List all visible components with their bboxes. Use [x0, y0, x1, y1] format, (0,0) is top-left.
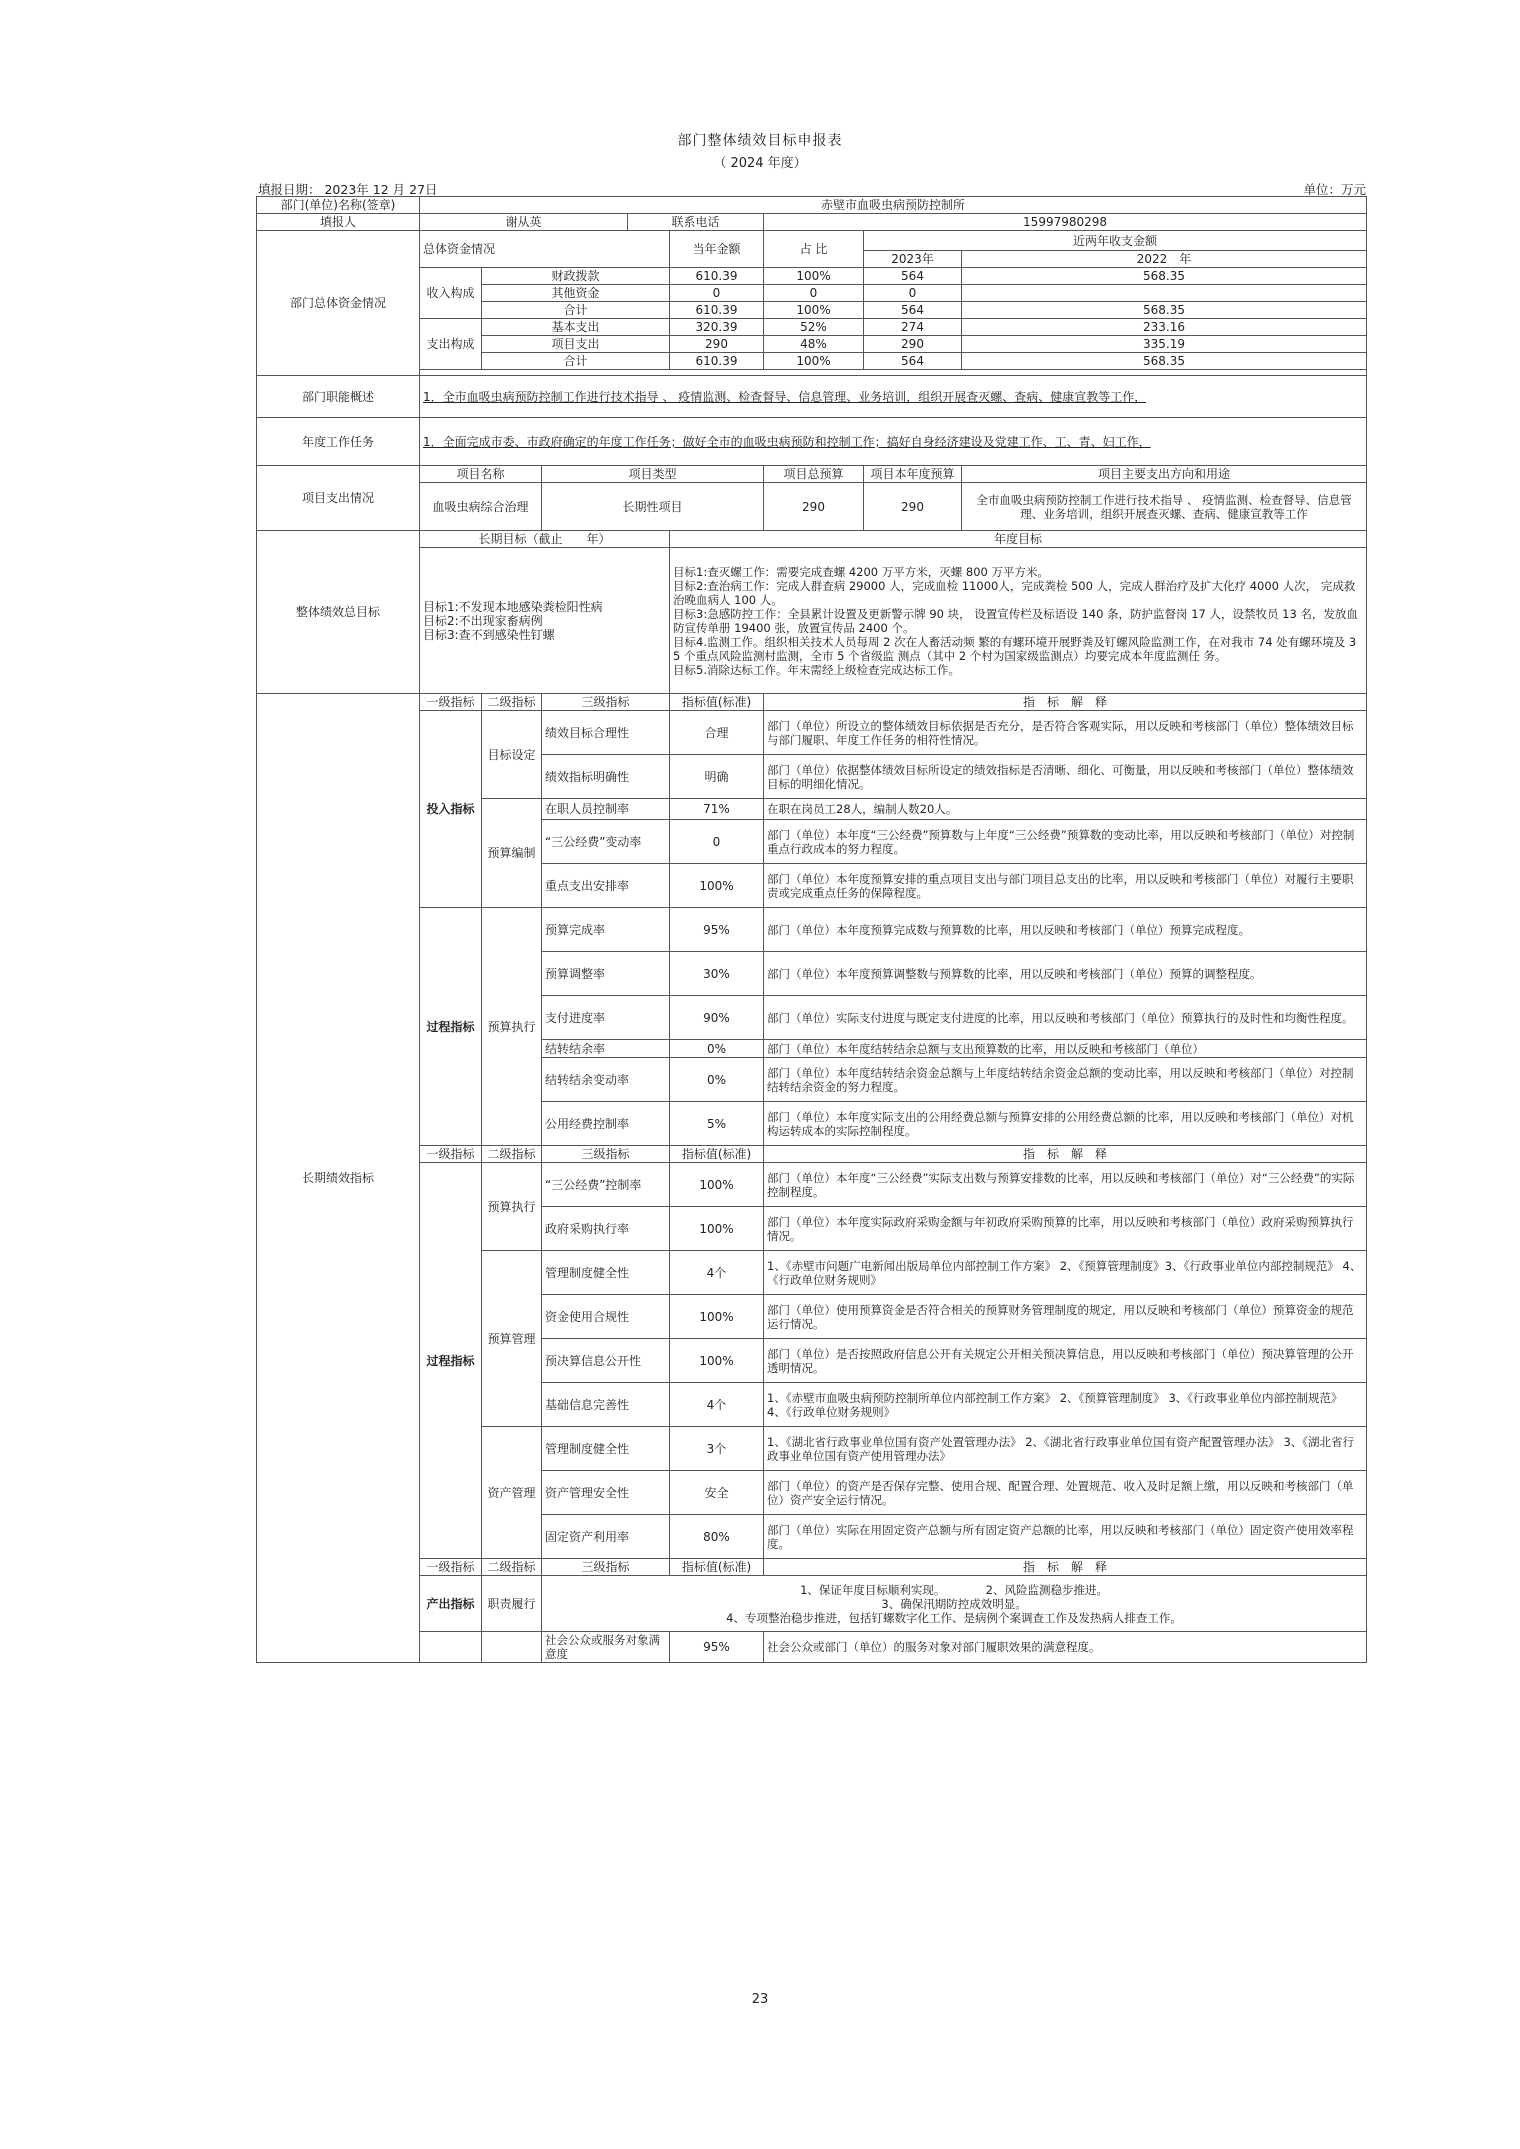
- income-name: 财政拨款: [482, 268, 670, 285]
- h-level1: 一级指标: [420, 694, 482, 711]
- overall-funds-label: 总体资金情况: [420, 231, 670, 268]
- col-amount: 当年金额: [670, 231, 764, 268]
- income-y2: [962, 285, 1367, 302]
- h-explain: 指 标 解 释: [764, 694, 1367, 711]
- project-label: 项目支出情况: [257, 466, 420, 531]
- expense-y1: 274: [864, 319, 962, 336]
- income-y1: 564: [864, 268, 962, 285]
- indicator-name: 社会公众或服务对象满意度: [542, 1632, 670, 1663]
- expense-y2: 335.19: [962, 336, 1367, 353]
- fill-date: 填报日期： 2023年 12 月 27日: [258, 182, 438, 197]
- expense-amount: 320.39: [670, 319, 764, 336]
- h-level2: 二级指标: [482, 1559, 542, 1576]
- indicator-name: 支付进度率: [542, 996, 670, 1040]
- income-ratio: 100%: [764, 302, 864, 319]
- indicator-value: 100%: [670, 1163, 764, 1207]
- income-y2: 568.35: [962, 302, 1367, 319]
- filler-label: 填报人: [257, 214, 420, 231]
- phone-label: 联系电话: [628, 214, 764, 231]
- indicator-desc: 部门（单位）本年度预算调整数与预算数的比率，用以反映和考核部门（单位）预算的调整程度。: [764, 952, 1367, 996]
- annual-goal: 目标4.监测工作。组织相关技术人员每周 2 次在人畜活动频 繁的有螺环境开展野粪及钉螺风险监测工作，在对我市 74 处有螺环境及 35 个重点风险监测村监测，全市 5 个省级监 测点（其中 2 个村为国家级监测点）均要完成本年度监测任 务。: [673, 634, 1357, 663]
- level2-budget-exec: 预算执行: [482, 908, 542, 1146]
- project-col-year: 项目本年度预算: [864, 466, 962, 483]
- project-year-budget: 290: [864, 483, 962, 531]
- indicator-desc: 1、《赤壁市问题广电新闻出版局单位内部控制工作方案》 2、《预算管理制度》3、《行政事业单位内部控制规范》 4、《行政单位财务规则》: [764, 1251, 1367, 1295]
- level2-asset-mgmt: 资产管理: [482, 1427, 542, 1559]
- income-amount: 610.39: [670, 268, 764, 285]
- expense-ratio: 52%: [764, 319, 864, 336]
- level1-output: 产出指标: [420, 1576, 482, 1632]
- indicator-desc: 部门（单位）所设立的整体绩效目标依据是否充分，是否符合客观实际，用以反映和考核部门（单位）整体绩效目标与部门履职、年度工作任务的相符性情况。: [764, 711, 1367, 755]
- project-col-use: 项目主要支出方向和用途: [962, 466, 1367, 483]
- indicator-name: 在职人员控制率: [542, 799, 670, 820]
- output-description: [542, 1576, 1367, 1632]
- col-ratio: 占 比: [764, 231, 864, 268]
- indicator-name: 预算完成率: [542, 908, 670, 952]
- indicator-value: 合理: [670, 711, 764, 755]
- annual-goal: 目标3:急感防控工作：全县累计设置及更新警示牌 90 块， 设置宣传栏及标语设 140 条，防护监督岗 17 人，设禁牧员 13 名，发放血防宣传单册 19400 张，放置宣传品 2400 个。: [673, 606, 1358, 635]
- project-name: 血吸虫病综合治理: [420, 483, 542, 531]
- indicator-name: 结转结余变动率: [542, 1058, 670, 1102]
- indicator-desc: 部门（单位）的资产是否保存完整、使用合规、配置合理、处置规范、收入及时足额上缴，用以反映和考核部门（单位）资产安全运行情况。: [764, 1471, 1367, 1515]
- expense-amount: 610.39: [670, 353, 764, 370]
- income-y2: 568.35: [962, 268, 1367, 285]
- indicators-section-label: 长期绩效指标: [257, 694, 420, 1663]
- annual-goal-head: 年度目标: [670, 531, 1367, 548]
- indicator-value: 90%: [670, 996, 764, 1040]
- level2-duty: 职责履行: [482, 1576, 542, 1632]
- expense-ratio: 100%: [764, 353, 864, 370]
- level2-budget-prep: 预算编制: [482, 799, 542, 908]
- indicator-value: 95%: [670, 908, 764, 952]
- indicator-name: 政府采购执行率: [542, 1207, 670, 1251]
- indicator-value: 80%: [670, 1515, 764, 1559]
- indicator-name: 资产管理安全性: [542, 1471, 670, 1515]
- level2-budget-mgmt: 预算管理: [482, 1251, 542, 1427]
- project-type: 长期性项目: [542, 483, 764, 531]
- indicator-value: 3个: [670, 1427, 764, 1471]
- goals-label: 整体绩效总目标: [257, 531, 420, 694]
- form-title: 部门整体绩效目标申报表: [677, 133, 843, 149]
- h-level2: 二级指标: [482, 1146, 542, 1163]
- indicator-desc: 部门（单位）是否按照政府信息公开有关规定公开相关预决算信息，用以反映和考核部门（单位）预决算管理的公开透明情况。: [764, 1339, 1367, 1383]
- performance-table: [256, 196, 1367, 1663]
- long-goal-head: 长期目标（截止 年）: [420, 531, 670, 548]
- annual-goal: 目标1:查灭螺工作：需要完成查螺 4200 万平方米，灭螺 800 万平方米。: [673, 564, 1050, 579]
- h-explain: 指 标 解 释: [764, 1146, 1367, 1163]
- h-level1: 一级指标: [420, 1559, 482, 1576]
- annual-goal: 目标5.消除达标工作。年末需经上级检查完成达标工作。: [673, 662, 960, 677]
- income-name: 合计: [482, 302, 670, 319]
- h-value: 指标值(标准): [670, 694, 764, 711]
- h-level3: 三级指标: [542, 1146, 670, 1163]
- level1-process: 过程指标: [420, 908, 482, 1146]
- indicator-name: “三公经费”变动率: [542, 820, 670, 864]
- indicator-value: 4个: [670, 1251, 764, 1295]
- indicator-value: 4个: [670, 1383, 764, 1427]
- h-explain: 指 标 解 释: [764, 1559, 1367, 1576]
- indicator-desc: 部门（单位）本年度结转结余资金总额与上年度结转结余资金总额的变动比率，用以反映和考核部门（单位）对控制结转结余资金的努力程度。: [764, 1058, 1367, 1102]
- indicator-desc: 部门（单位）本年度“三公经费”实际支出数与预算安排数的比率，用以反映和考核部门（单位）对“三公经费”的实际控制程度。: [764, 1163, 1367, 1207]
- level1-process-2: 过程指标: [420, 1163, 482, 1559]
- indicator-name: 结转结余率: [542, 1040, 670, 1058]
- indicator-value: 安全: [670, 1471, 764, 1515]
- functions-text: 1．全市血吸虫病预防控制工作进行技术指导 、 疫情监测、检查督导、信息管理、业务培训，组织开展查灭螺、查病、健康宣教等工作，: [420, 376, 1367, 418]
- tasks-text: 1．全面完成市委、市政府确定的年度工作任务；做好全市的血吸虫病预防和控制工作；搞好自身经济建设及党建工作、工、青、妇工作，: [420, 418, 1367, 466]
- form-year: （ 2024 年度）: [713, 156, 807, 171]
- indicator-value: 100%: [670, 1207, 764, 1251]
- long-goal: 目标1:不发现本地感染粪检阳性病: [423, 599, 603, 614]
- income-y1: 0: [864, 285, 962, 302]
- long-goals: [420, 548, 670, 694]
- project-use: 全市血吸虫病预防控制工作进行技术指导 、 疫情监测、检查督导、信息管理、业务培训，组织开展查灭螺、查病、健康宣教等工作: [962, 483, 1367, 531]
- indicator-desc: 部门（单位）实际支付进度与既定支付进度的比率，用以反映和考核部门（单位）预算执行的及时性和均衡性程度。: [764, 996, 1367, 1040]
- indicator-value: 71%: [670, 799, 764, 820]
- indicator-value: 95%: [670, 1632, 764, 1663]
- indicator-name: 资金使用合规性: [542, 1295, 670, 1339]
- h-level3: 三级指标: [542, 694, 670, 711]
- indicator-desc: 部门（单位）本年度“三公经费”预算数与上年度“三公经费”预算数的变动比率，用以反映和考核部门（单位）对控制重点行政成本的努力程度。: [764, 820, 1367, 864]
- indicator-value: 5%: [670, 1102, 764, 1146]
- indicator-name: 预决算信息公开性: [542, 1339, 670, 1383]
- col-year-2022: 2022 年: [962, 251, 1367, 268]
- h-level3: 三级指标: [542, 1559, 670, 1576]
- indicator-name: 绩效目标合理性: [542, 711, 670, 755]
- level1-input: 投入指标: [420, 711, 482, 908]
- expense-amount: 290: [670, 336, 764, 353]
- expense-ratio: 48%: [764, 336, 864, 353]
- output-line: 1、保证年度目标顺利实现。 2、风险监测稳步推进。: [800, 1582, 1108, 1597]
- income-y1: 564: [864, 302, 962, 319]
- indicator-name: 管理制度健全性: [542, 1427, 670, 1471]
- functions-label: 部门职能概述: [257, 376, 420, 418]
- col-year-2023: 2023年: [864, 251, 962, 268]
- indicator-desc: 社会公众或部门（单位）的服务对象对部门履职效果的满意程度。: [764, 1632, 1367, 1663]
- income-label: 收入构成: [420, 268, 482, 319]
- indicator-name: 管理制度健全性: [542, 1251, 670, 1295]
- expense-name: 基本支出: [482, 319, 670, 336]
- indicator-desc: 部门（单位）依据整体绩效目标所设定的绩效指标是否清晰、细化、可衡量，用以反映和考核部门（单位）整体绩效目标的明细化情况。: [764, 755, 1367, 799]
- indicator-name: 固定资产利用率: [542, 1515, 670, 1559]
- long-goal: 目标2:不出现家畜病例: [423, 613, 543, 628]
- indicator-desc: 部门（单位）本年度实际支出的公用经费总额与预算安排的公用经费总额的比率，用以反映和考核部门（单位）对机构运转成本的实际控制程度。: [764, 1102, 1367, 1146]
- level2-budget-exec-2: 预算执行: [482, 1163, 542, 1251]
- amount-unit: 单位：万元: [1303, 182, 1366, 197]
- annual-goal: 目标2:查治病工作：完成人群查病 29000 人，完成血检 11000人，完成粪检 500 人，完成人群治疗及扩大化疗 4000 人次， 完成救治晚血病人 100 人。: [673, 578, 1356, 607]
- expense-y1: 290: [864, 336, 962, 353]
- income-ratio: 0: [764, 285, 864, 302]
- indicator-name: “三公经费”控制率: [542, 1163, 670, 1207]
- indicator-value: 明确: [670, 755, 764, 799]
- funds-section-label: 部门总体资金情况: [257, 231, 420, 376]
- expense-name: 合计: [482, 353, 670, 370]
- project-col-total: 项目总预算: [764, 466, 864, 483]
- indicator-value: 100%: [670, 1339, 764, 1383]
- indicator-value: 0%: [670, 1040, 764, 1058]
- income-ratio: 100%: [764, 268, 864, 285]
- indicator-desc: 部门（单位）本年度结转结余总额与支出预算数的比率，用以反映和考核部门（单位）: [764, 1040, 1367, 1058]
- indicator-name: 公用经费控制率: [542, 1102, 670, 1146]
- h-value: 指标值(标准): [670, 1146, 764, 1163]
- indicator-desc: 1、《湖北省行政事业单位国有资产处置管理办法》 2、《湖北省行政事业单位国有资产配置管理办法》 3、《湖北省行政事业单位国有资产使用管理办法》: [764, 1427, 1367, 1471]
- indicator-desc: 部门（单位）本年度预算安排的重点项目支出与部门项目总支出的比率，用以反映和考核部门（单位）对履行主要职责或完成重点任务的保障程度。: [764, 864, 1367, 908]
- level2-target: 目标设定: [482, 711, 542, 799]
- project-total: 290: [764, 483, 864, 531]
- indicator-desc: 在职在岗员工28人，编制人数20人。: [764, 799, 1367, 820]
- col-recent: 近两年收支金额: [864, 231, 1367, 251]
- indicator-desc: 部门（单位）本年度实际政府采购金额与年初政府采购预算的比率，用以反映和考核部门（单位）政府采购预算执行情况。: [764, 1207, 1367, 1251]
- indicator-desc: 部门（单位）本年度预算完成数与预算数的比率，用以反映和考核部门（单位）预算完成程度。: [764, 908, 1367, 952]
- indicator-value: 100%: [670, 864, 764, 908]
- project-col-type: 项目类型: [542, 466, 764, 483]
- indicator-desc: 部门（单位）实际在用固定资产总额与所有固定资产总额的比率，用以反映和考核部门（单位）固定资产使用效率程度。: [764, 1515, 1367, 1559]
- indicator-desc: 部门（单位）使用预算资金是否符合相关的预算财务管理制度的规定，用以反映和考核部门（单位）预算资金的规范运行情况。: [764, 1295, 1367, 1339]
- expense-y1: 564: [864, 353, 962, 370]
- output-line: 4、专项整治稳步推进，包括钉螺数字化工作、是病例个案调查工作及发热病人排查工作。: [726, 1610, 1182, 1625]
- expense-y2: 233.16: [962, 319, 1367, 336]
- indicator-value: 30%: [670, 952, 764, 996]
- dept-label: 部门(单位)名称(签章): [257, 197, 420, 214]
- expense-name: 项目支出: [482, 336, 670, 353]
- income-amount: 0: [670, 285, 764, 302]
- indicator-value: 0: [670, 820, 764, 864]
- indicator-name: 预算调整率: [542, 952, 670, 996]
- project-col-name: 项目名称: [420, 466, 542, 483]
- dept-name: 赤壁市血吸虫病预防控制所: [420, 197, 1367, 214]
- h-level1: 一级指标: [420, 1146, 482, 1163]
- tasks-label: 年度工作任务: [257, 418, 420, 466]
- indicator-name: 绩效指标明确性: [542, 755, 670, 799]
- h-value: 指标值(标准): [670, 1559, 764, 1576]
- income-amount: 610.39: [670, 302, 764, 319]
- indicator-name: 重点支出安排率: [542, 864, 670, 908]
- h-level2: 二级指标: [482, 694, 542, 711]
- expense-label: 支出构成: [420, 319, 482, 370]
- indicator-name: 基础信息完善性: [542, 1383, 670, 1427]
- output-line: 3、确保汛期防控成效明显。: [881, 1596, 1027, 1611]
- filler-name: 谢从英: [420, 214, 628, 231]
- indicator-desc: 1、《赤壁市血吸虫病预防控制所单位内部控制工作方案》 2、《预算管理制度》 3、《行政事业单位内部控制规范》 4、《行政单位财务规则》: [764, 1383, 1367, 1427]
- expense-y2: 568.35: [962, 353, 1367, 370]
- phone-number: 15997980298: [764, 214, 1367, 231]
- annual-goals: [670, 548, 1367, 694]
- income-name: 其他资金: [482, 285, 670, 302]
- indicator-value: 100%: [670, 1295, 764, 1339]
- indicator-value: 0%: [670, 1058, 764, 1102]
- page-number: 23: [751, 1992, 769, 2007]
- long-goal: 目标3:查不到感染性钉螺: [423, 627, 555, 642]
